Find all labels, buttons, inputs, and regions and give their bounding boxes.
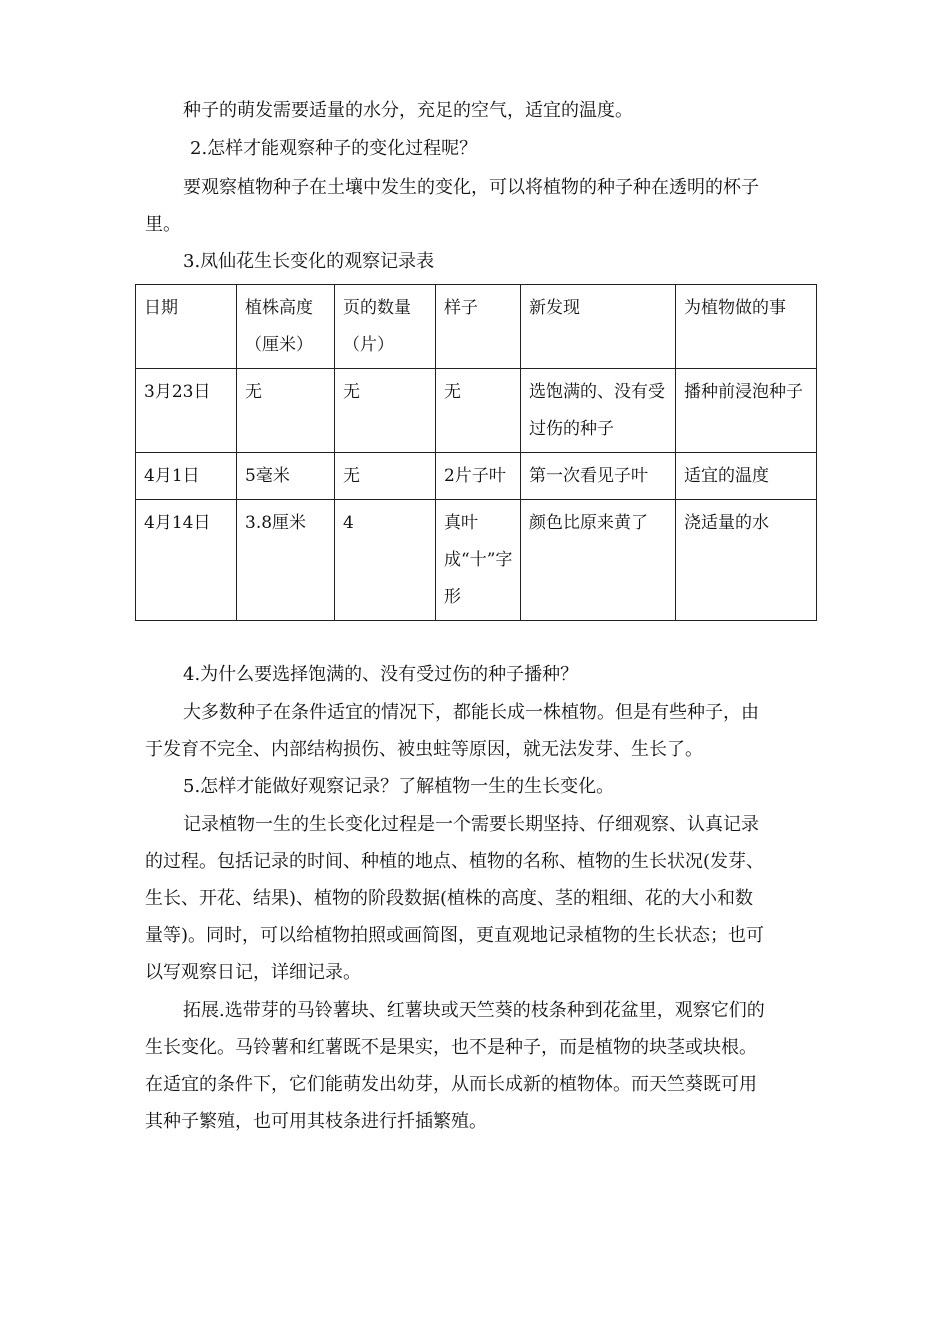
table-cell: 4月14日 bbox=[136, 500, 237, 621]
answer-5-line-1: 记录植物一生的生长变化过程是一个需要长期坚持、仔细观察、认真记录 bbox=[183, 814, 759, 835]
extension-line-1: 拓展.选带芽的马铃薯块、红薯块或天竺葵的枝条种到花盆里，观察它们的 bbox=[183, 1000, 765, 1021]
table-cell: 4 bbox=[335, 500, 436, 621]
table-cell: 无 bbox=[237, 369, 335, 453]
table-cell: 颜色比原来黄了 bbox=[521, 500, 676, 621]
table-row bbox=[136, 500, 817, 621]
table-cell: 无 bbox=[436, 369, 521, 453]
table-cell: 5毫米 bbox=[237, 453, 335, 500]
table-cell: 3.8厘米 bbox=[237, 500, 335, 621]
answer-2-line-2: 里。 bbox=[145, 214, 181, 235]
header-cell: 为植物做的事 bbox=[676, 285, 817, 369]
question-4: 4.为什么要选择饱满的、没有受过伤的种子播种？ bbox=[183, 664, 579, 685]
table-row bbox=[136, 369, 817, 453]
table-cell: 3月23日 bbox=[136, 369, 237, 453]
table-cell: 播种前浸泡种子 bbox=[676, 369, 817, 453]
table-cell: 浇适量的水 bbox=[676, 500, 817, 621]
table-cell: 选饱满的、没有受过伤的种子 bbox=[521, 369, 676, 453]
answer-4-line-1: 大多数种子在条件适宜的情况下，都能长成一株植物。但是有些种子，由 bbox=[183, 702, 759, 723]
header-cell: 页的数量（片） bbox=[335, 285, 436, 369]
answer-4-line-2: 于发育不完全、内部结构损伤、被虫蛀等原因，就无法发芽、生长了。 bbox=[145, 739, 703, 760]
table-header-row bbox=[136, 285, 817, 369]
header-cell: 日期 bbox=[136, 285, 237, 369]
observation-table bbox=[135, 284, 817, 621]
answer-5-line-4: 量等)。同时，可以给植物拍照或画简图，更直观地记录植物的生长状态；也可 bbox=[145, 925, 765, 946]
table-cell: 第一次看见子叶 bbox=[521, 453, 676, 500]
question-2: 2.怎样才能观察种子的变化过程呢？ bbox=[190, 138, 478, 159]
question-5: 5.怎样才能做好观察记录？了解植物一生的生长变化。 bbox=[183, 776, 615, 797]
header-cell: 样子 bbox=[436, 285, 521, 369]
table-cell: 适宜的温度 bbox=[676, 453, 817, 500]
table-cell: 2片子叶 bbox=[436, 453, 521, 500]
answer-5-line-3: 生长、开花、结果)、植物的阶段数据(植株的高度、茎的粗细、花的大小和数 bbox=[145, 888, 754, 909]
table-cell: 无 bbox=[335, 453, 436, 500]
header-cell: 植株高度（厘米） bbox=[237, 285, 335, 369]
extension-line-3: 在适宜的条件下，它们能萌发出幼芽，从而长成新的植物体。而天竺葵既可用 bbox=[145, 1074, 757, 1095]
extension-line-4: 其种子繁殖，也可用其枝条进行扦插繁殖。 bbox=[145, 1111, 487, 1132]
table-cell: 无 bbox=[335, 369, 436, 453]
table-cell: 真叶成“十”字形 bbox=[436, 500, 521, 621]
answer-2-line-1: 要观察植物种子在土壤中发生的变化，可以将植物的种子种在透明的杯子 bbox=[183, 177, 759, 198]
answer-5-line-2: 的过程。包括记录的时间、种植的地点、植物的名称、植物的生长状况(发芽、 bbox=[145, 851, 765, 872]
table-row bbox=[136, 453, 817, 500]
paragraph-germination-conditions: 种子的萌发需要适量的水分，充足的空气，适宜的温度。 bbox=[183, 100, 633, 121]
extension-line-2: 生长变化。马铃薯和红薯既不是果实，也不是种子，而是植物的块茎或块根。 bbox=[145, 1037, 757, 1058]
question-3-table-title: 3.凤仙花生长变化的观察记录表 bbox=[183, 251, 435, 272]
answer-5-line-5: 以写观察日记，详细记录。 bbox=[145, 962, 361, 983]
header-cell: 新发现 bbox=[521, 285, 676, 369]
table-cell: 4月1日 bbox=[136, 453, 237, 500]
